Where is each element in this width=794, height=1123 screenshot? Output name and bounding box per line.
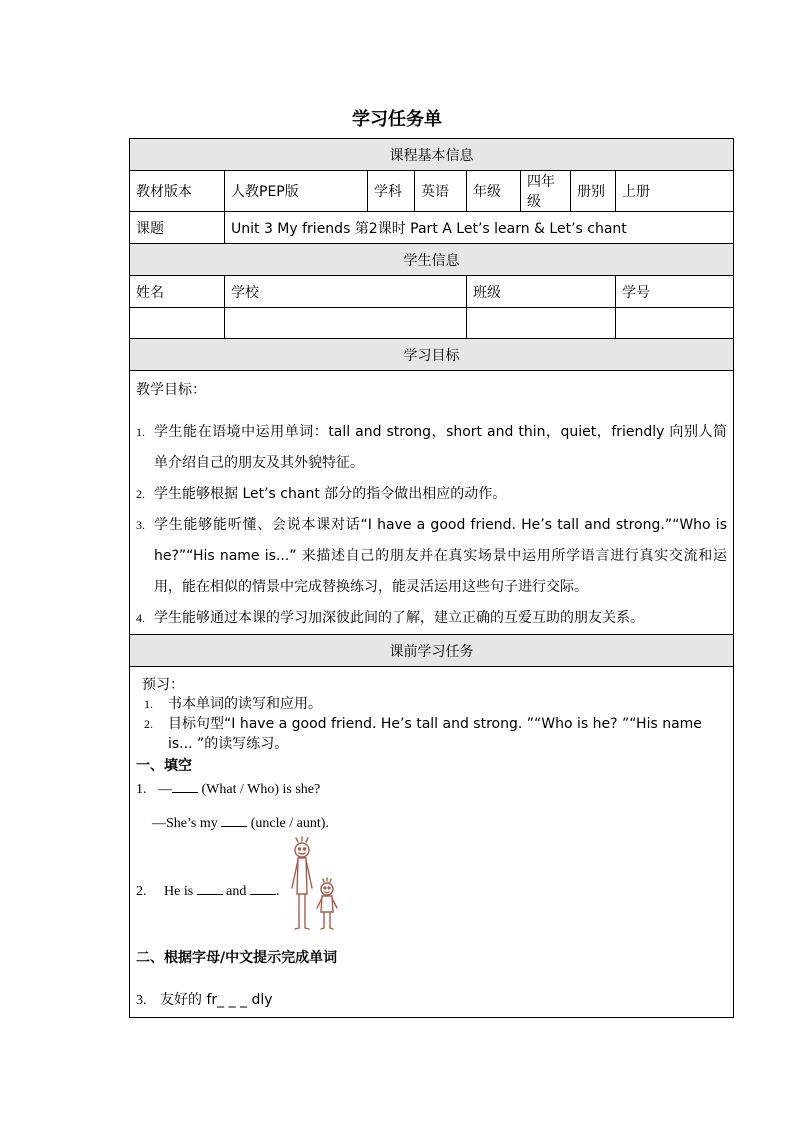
section-course-info: 课程基本信息: [130, 139, 734, 171]
subject-value: 英语: [415, 171, 467, 212]
part2-title: 二、根据字母/中文提示完成单词: [136, 949, 338, 966]
volume-value: 上册: [616, 171, 734, 212]
topic-value: Unit 3 My friends 第2课时 Part A Let’s learn & Let’s chant: [225, 212, 734, 244]
preview-item: 1. 书本单词的读写和应用。: [144, 695, 322, 712]
student-id-field[interactable]: [616, 308, 734, 339]
name-field[interactable]: [130, 308, 225, 339]
volume-label: 册别: [571, 171, 616, 212]
objective-item: 3. 学生能够能听懂、会说本课对话“I have a good friend. He’s tall and strong.”“Who is he?”“His name is...” 来描述自己的朋友并在真实场景中运用所学语言进行真实交流和运用，能在相似的情景中完成替换练习，能灵活运用这些句子进行交际。: [136, 517, 727, 595]
student-input-row: [130, 308, 734, 339]
section-objectives: 学习目标: [130, 339, 734, 371]
section-pre-tasks: 课前学习任务: [130, 635, 734, 667]
section-student-info: 学生信息: [130, 244, 734, 276]
answer-blank[interactable]: [197, 880, 223, 895]
course-row: [130, 171, 734, 212]
class-field[interactable]: [467, 308, 616, 339]
answer-blank[interactable]: [221, 812, 247, 827]
answer-blank[interactable]: [172, 778, 198, 793]
part1-title: 一、填空: [136, 757, 192, 774]
page-title: 学习任务单: [352, 109, 442, 130]
objectives-row: [130, 371, 734, 635]
school-field[interactable]: [225, 308, 467, 339]
question-1: 1. — (What / Who) is she?: [136, 778, 727, 800]
topic-row: [130, 212, 734, 244]
topic-label: 课题: [130, 212, 225, 244]
objective-item: 2. 学生能够根据 Let’s chant 部分的指令做出相应的动作。: [136, 486, 507, 502]
student-row: [130, 276, 734, 308]
pre-tasks-row: [130, 667, 734, 1018]
student-id-label: 学号: [616, 276, 734, 308]
question-1-reply: —She’s my (uncle / aunt).: [136, 812, 727, 834]
name-label: 姓名: [130, 276, 225, 308]
preview-label: 预习：: [142, 676, 184, 693]
answer-blank[interactable]: [250, 880, 276, 895]
question-2: 2. He is and .: [136, 834, 727, 934]
grade-label: 年级: [467, 171, 521, 212]
task-sheet-table: [129, 138, 734, 1018]
question-3: 3. 友好的 fr_ _ _ dly: [136, 991, 273, 1008]
textbook-label: 教材版本: [130, 171, 225, 212]
subject-label: 学科: [368, 171, 415, 212]
objectives-intro: 教学目标：: [136, 382, 206, 398]
objective-item: 4. 学生能够通过本课的学习加深彼此间的了解，建立正确的互爱互助的朋友关系。: [136, 610, 644, 626]
school-label: 学校: [225, 276, 467, 308]
objective-item: 1. 学生能在语境中运用单词：tall and strong，short and thin，quiet，friendly 向别人简单介绍自己的朋友及其外貌特征。: [136, 424, 727, 471]
class-label: 班级: [467, 276, 616, 308]
preview-item: 2. 目标句型“I have a good friend. He’s tall and strong. ”“Who is he? ”“His name is... ”的读写练习。: [144, 715, 702, 752]
grade-value: 四年级: [521, 171, 571, 212]
tall-and-short-people-illustration: [280, 836, 344, 932]
textbook-value: 人教PEP版: [225, 171, 368, 212]
